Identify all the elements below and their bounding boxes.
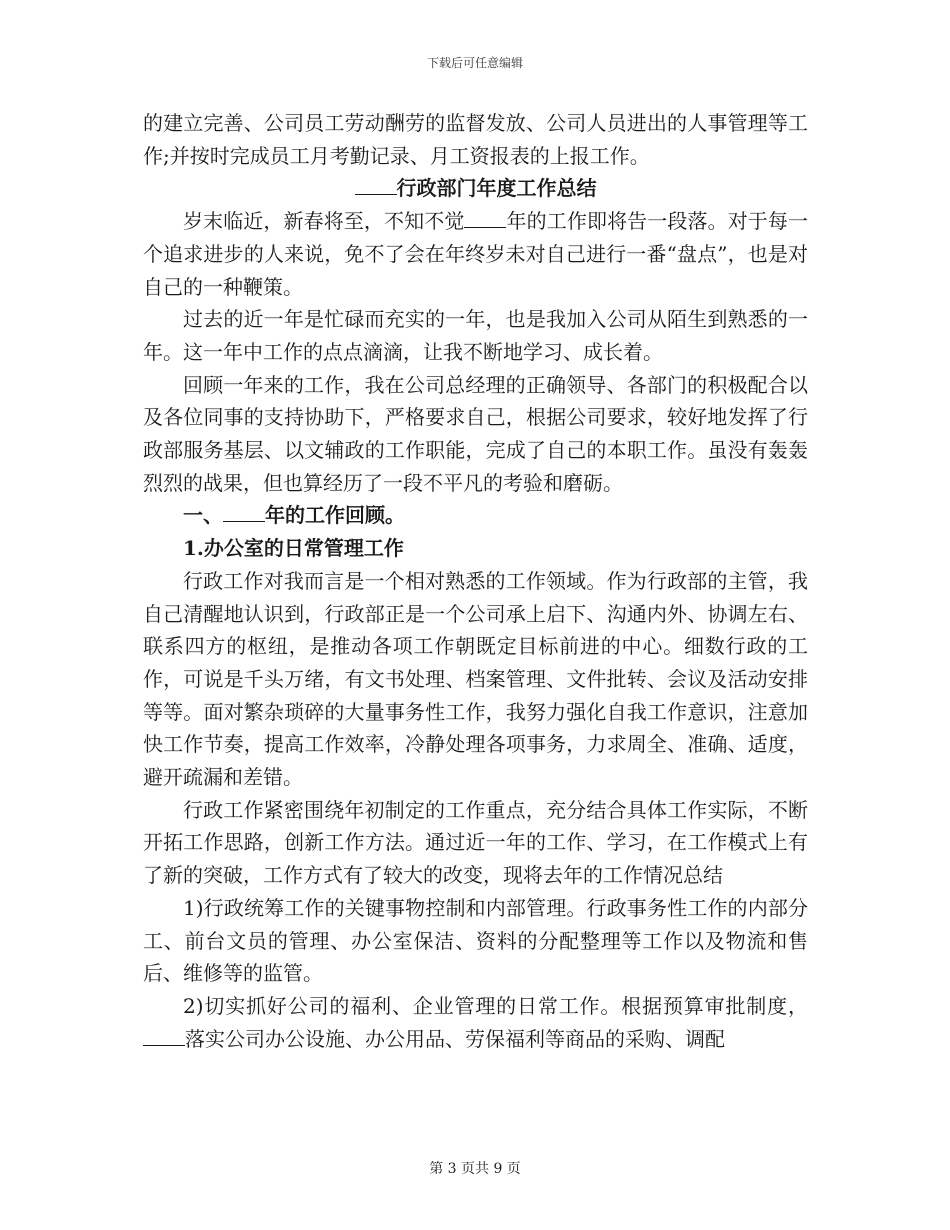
blank-line [223, 503, 265, 522]
blank-line [143, 1027, 185, 1046]
page-header: 下载后可任意编辑 [426, 56, 523, 70]
document-body [143, 107, 808, 1055]
blank-line [355, 176, 397, 195]
paragraph: 1)行政统筹工作的关键事物控制和内部管理。行政事务性工作的内部分工、前台文员的管理、办公室保洁、资料的分配整理等工作以及物流和售后、维修等的监管。 [143, 895, 808, 986]
paragraph: 2)切实抓好公司的福利、企业管理的日常工作。根据预算审批制度，落实公司办公设施、办公用品、劳保福利等商品的采购、调配 [143, 990, 808, 1055]
paragraph: 回顾一年来的工作，我在公司总经理的正确领导、各部门的积极配合以及各位同事的支持协助下，严格要求自己，根据公司要求，较好地发挥了行政部服务基层、以文辅政的工作职能，完成了自己的本职工作。虽没有轰轰烈烈的战果，但也算经历了一段不平凡的考验和磨砺。 [143, 372, 808, 495]
paragraph: 行政工作紧密围绕年初制定的工作重点，充分结合具体工作实际，不断开拓工作思路，创新工作方法。通过近一年的工作、学习，在工作模式上有了新的突破，工作方式有了较大的改变，现将去年的工作情况总结 [143, 797, 808, 888]
paragraph: 的建立完善、公司员工劳动酬劳的监督发放、公司人员进出的人事管理等工作;并按时完成员工月考勤记录、月工资报表的上报工作。 [143, 111, 808, 168]
paragraph: 岁末临近，新春将至，不知不觉 年的工作即将告一段落。对于每一个追求进步的人来说，免不了会在年终岁未对自己进行一番“盘点”，也是对自己的一种鞭策。 [143, 209, 809, 299]
subsection-heading: 1.办公室的日常管理工作 [183, 536, 404, 561]
document-title: 行政部门年度工作总结 [143, 172, 808, 205]
paragraph: 过去的近一年是忙碌而充实的一年，也是我加入公司从陌生到熟悉的一年。这一年中工作的点点滴滴，让我不断地学习、成长着。 [143, 307, 808, 364]
paragraph: 行政工作对我而言是一个相对熟悉的工作领域。作为行政部的主管，我自己清醒地认识到，行政部正是一个公司承上启下、沟通内外、协调左右、联系四方的枢纽，是推动各项工作朝既定目标前进的中心。细数行政的工作，可说是千头万绪，有文书处理、档案管理、文件批转、会议及活动安排等等。面对繁杂琐碎的大量事务性工作，我努力强化自我工作意识，注意加快工作节奏，提高工作效率，冷静处理各项事务，力求周全、准确、适度，避开疏漏和差错。 [143, 568, 808, 790]
page-footer: 第 3 页共 9 页 [429, 1161, 521, 1177]
blank-line [464, 209, 506, 228]
section-heading: 一、 年的工作回顾。 [183, 503, 405, 528]
